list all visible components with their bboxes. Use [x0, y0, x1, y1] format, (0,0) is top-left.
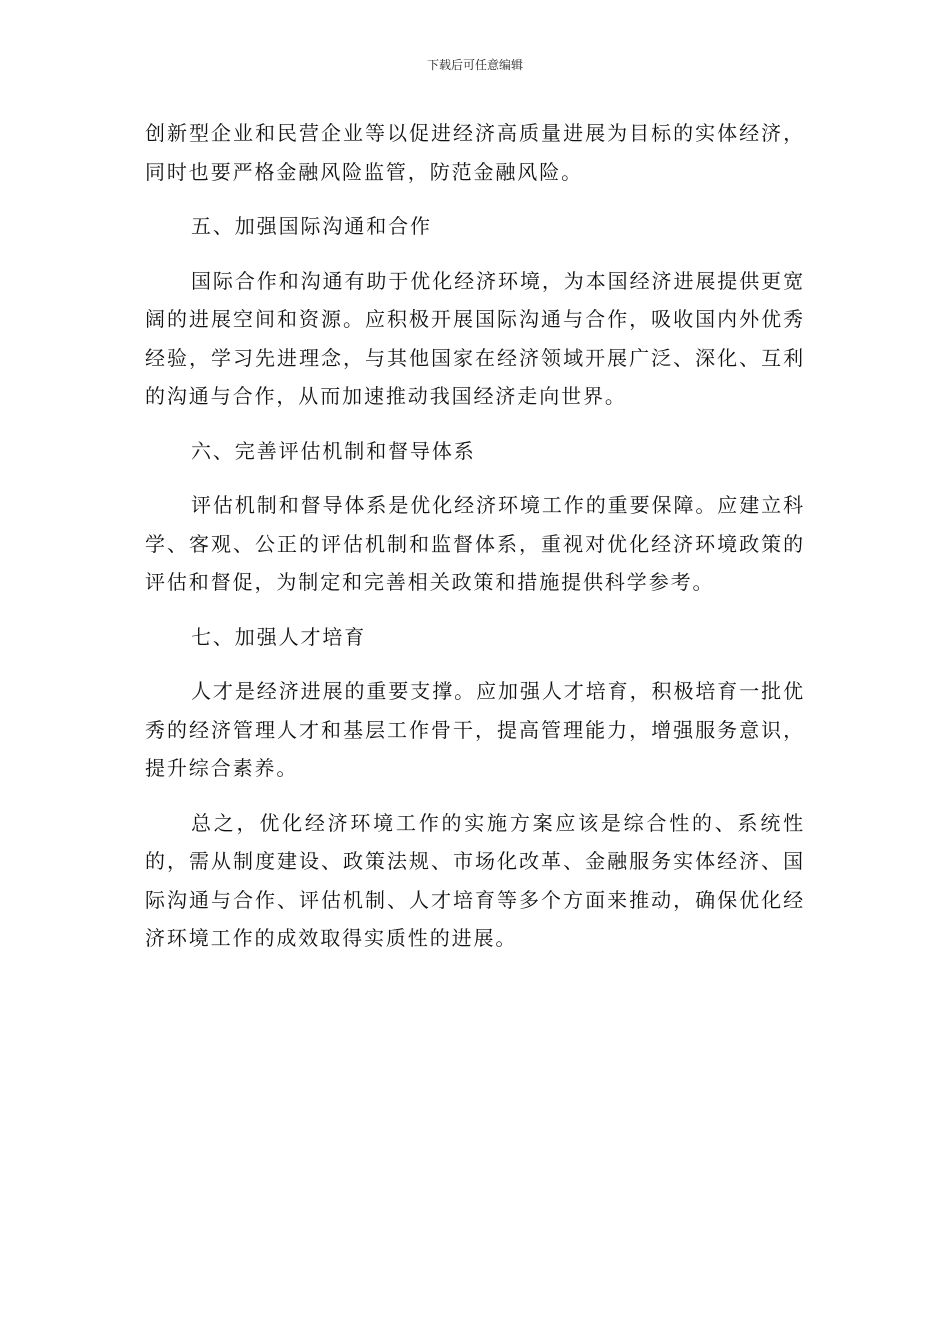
document-body [145, 114, 805, 958]
section-heading-7: 七、加强人才培育 [191, 624, 367, 649]
paragraph-conclusion: 总之，优化经济环境工作的实施方案应该是综合性的、系统性的，需从制度建设、政策法规、市场化改革、金融服务实体经济、国际沟通与合作、评估机制、人才培育等多个方面来推动，确保优化经济环境工作的成效取得实质性的进展。 [145, 810, 805, 950]
paragraph-intro-continuation: 创新型企业和民营企业等以促进经济高质量进展为目标的实体经济，同时也要严格金融风险监管，防范金融风险。 [145, 121, 805, 184]
section-heading-6: 六、完善评估机制和督导体系 [191, 438, 476, 463]
paragraph-section-6: 评估机制和督导体系是优化经济环境工作的重要保障。应建立科学、客观、公正的评估机制和监督体系，重视对优化经济环境政策的评估和督促，为制定和完善相关政策和措施提供科学参考。 [145, 493, 805, 594]
paragraph-section-5: 国际合作和沟通有助于优化经济环境，为本国经济进展提供更宽阔的进展空间和资源。应积极开展国际沟通与合作，吸收国内外优秀经验，学习先进理念，与其他国家在经济领域开展广泛、深化、互利的沟通与合作，从而加速推动我国经济走向世界。 [145, 268, 805, 408]
paragraph-section-7: 人才是经济进展的重要支撑。应加强人才培育，积极培育一批优秀的经济管理人才和基层工作骨干，提高管理能力，增强服务意识，提升综合素养。 [145, 679, 805, 780]
section-heading-5: 五、加强国际沟通和合作 [191, 214, 432, 238]
download-note: 下载后可任意编辑 [426, 58, 523, 72]
